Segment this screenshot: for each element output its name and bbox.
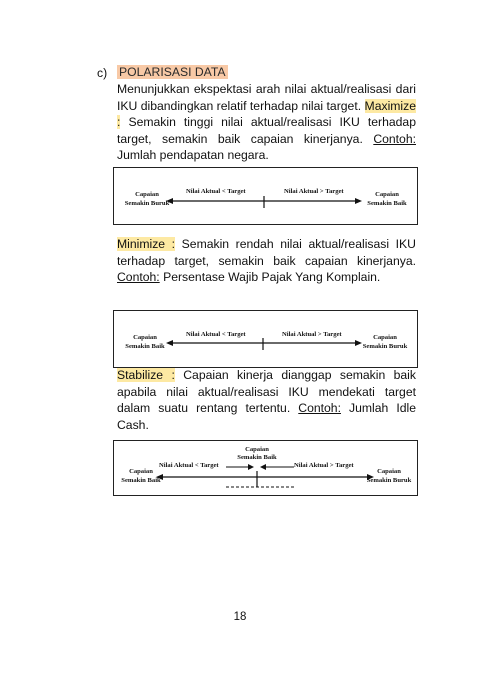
maximize-example-text: Jumlah pendapatan negara. (117, 148, 269, 163)
stabilize-text: Capaian kinerja dianggap semakin baik apabila nilai aktual/realisasi IKU mendekati target dalam suatu rentang tertentu. (117, 368, 416, 416)
stabilize-mid-left-label: Nilai Aktual < Target (159, 462, 219, 469)
stabilize-top-label-top: Capaian (245, 446, 269, 453)
maximize-text: Semakin tinggi nilai aktual/realisasi IKU terhadap target, semakin baik capaian kinerjanya. (117, 115, 416, 146)
stabilize-diagram (113, 440, 418, 496)
minimize-right-label-bottom: Semakin Buruk (362, 343, 408, 350)
minimize-left-label-bottom: Semakin Baik (125, 343, 165, 350)
maximize-right-label-top: Capaian (375, 191, 399, 198)
maximize-mid-left-label: Nilai Aktual < Target (186, 188, 246, 195)
stabilize-example-text: Jumlah Idle Cash. (117, 401, 417, 432)
stabilize-top-label-bottom: Semakin Baik (237, 454, 277, 461)
stabilize-paragraph (117, 367, 416, 433)
stabilize-left-label-top: Capaian (129, 468, 153, 475)
stabilize-example-label: Contoh: (298, 401, 341, 416)
intro-text: Menunjukkan ekspektasi arah nilai aktual/realisasi dari IKU dibandingkan relatif terhadap nilai target. (117, 82, 416, 113)
stabilize-mid-right-label: Nilai Aktual > Target (294, 462, 354, 469)
minimize-example-label: Contoh: (117, 270, 160, 285)
minimize-diagram (113, 310, 418, 368)
maximize-mid-right-label: Nilai Aktual > Target (284, 188, 344, 195)
minimize-term: Minimize : (117, 237, 176, 251)
maximize-right-label-bottom: Semakin Baik (367, 200, 407, 207)
minimize-left-label-top: Capaian (133, 334, 157, 341)
maximize-diagram (113, 167, 418, 225)
minimize-text: Semakin rendah nilai aktual/realisasi IKU terhadap target, semakin baik capaian kinerjanya. (117, 237, 416, 268)
maximize-term: Maximize : (117, 98, 417, 130)
maximize-left-label-top: Capaian (135, 191, 159, 198)
minimize-example-text: Persentase Wajib Pajak Yang Komplain. (163, 270, 381, 285)
maximize-left-label-bottom: Semakin Buruk (124, 200, 170, 207)
page-number: 18 (233, 611, 247, 623)
maximize-example-label: Contoh: (373, 131, 416, 146)
stabilize-right-label-top: Capaian (377, 468, 401, 475)
section-title: POLARISASI DATA (119, 65, 226, 79)
stabilize-left-label-bottom: Semakin Baik (121, 477, 161, 484)
stabilize-right-label-bottom: Semakin Buruk (366, 477, 412, 484)
minimize-mid-left-label: Nilai Aktual < Target (186, 331, 246, 338)
stabilize-term: Stabilize : (117, 368, 175, 382)
minimize-right-label-top: Capaian (373, 334, 397, 341)
section-marker: c) (97, 66, 108, 80)
minimize-paragraph (117, 236, 416, 286)
minimize-mid-right-label: Nilai Aktual > Target (282, 331, 342, 338)
intro-paragraph (117, 81, 416, 164)
